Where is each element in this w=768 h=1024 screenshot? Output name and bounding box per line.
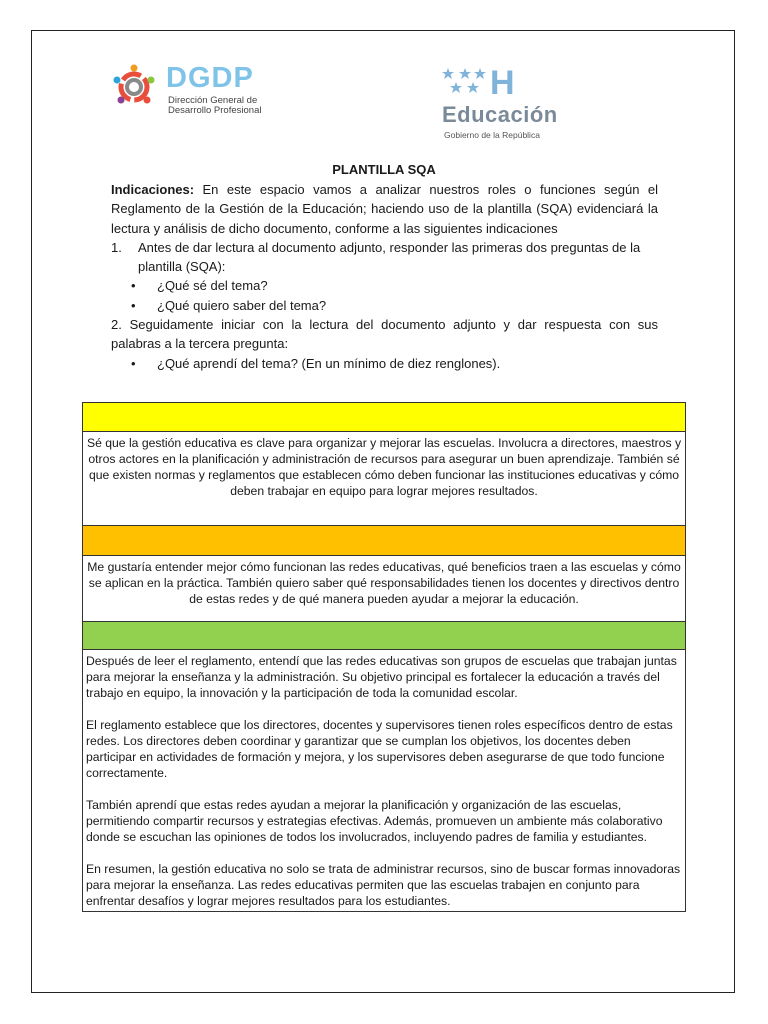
sqa-q-answer: Me gustaría entender mejor cómo funcionan las redes educativas, qué beneficios traen a las escuelas y cómo se aplican en la práctica. También quiero saber qué responsabilidades tienen los docentes y directivos dentro de estas redes y de qué manera pueden ayudar a mejorar la educación. xyxy=(83,556,686,622)
sqa-a-paragraph: También aprendí que estas redes ayudan a mejorar la planificación y organización de las escuelas, permitiendo compartir recursos y estrategias efectivas. Además, promueven un ambiente más colaborativo donde se escuchan las opiniones de todos los involucrados, incluyendo padres de familia y estudiantes. xyxy=(86,798,663,844)
instructions-paragraph xyxy=(111,180,658,238)
sqa-a-paragraph: Después de leer el reglamento, entendí que las redes educativas son grupos de escuelas que trabajan juntas para mejorar la enseñanza y la administración. Su objetivo principal es fortalecer la educación a través del trabajo en equipo, la innovación y la participación de toda la comunidad escolar. xyxy=(86,654,677,700)
sqa-s-header-band xyxy=(83,403,686,432)
bullet-item: • ¿Qué sé del tema? xyxy=(111,276,658,295)
dgdp-logo-abbr: DGDP xyxy=(166,62,254,94)
instructions-block xyxy=(111,180,658,373)
sqa-a-paragraph: En resumen, la gestión educativa no solo se trata de administrar recursos, sino de buscar formas innovadoras para mejorar la enseñanza. Las redes educativas permiten que las escuelas trabajen en conjunto para enfrentar desafíos y lograr mejores resultados para los estudiantes. xyxy=(86,862,681,908)
dgdp-logo-line2: Desarrollo Profesional xyxy=(168,105,262,116)
sqa-a-paragraph: El reglamento establece que los directores, docentes y supervisores tienen roles específicos dentro de estas redes. Los directores deben coordinar y garantizar que se cumplan los objetivos, los docentes deben participar en actividades de formación y mejora, y los supervisores deben asegurarse de que todo funcione correctamente. xyxy=(86,718,673,780)
educacion-logo-letter: H xyxy=(490,64,515,102)
dgdp-logo-line1: Dirección General de xyxy=(168,95,258,106)
bullet-item: • ¿Qué quiero saber del tema? xyxy=(111,296,658,315)
educacion-logo-word: Educación xyxy=(442,102,558,127)
instruction-item-2-bullets xyxy=(111,354,658,373)
bullet-item: • ¿Qué aprendí del tema? (En un mínimo de diez renglones). xyxy=(111,354,658,373)
instructions-text: En este espacio vamos a analizar nuestros roles o funciones según el Reglamento de la Gestión de la Educación; haciendo uso de la plantilla (SQA) evidenciará la lectura y análisis de dicho documento, conforme a las siguientes indicaciones xyxy=(111,182,658,236)
sqa-s-answer: Sé que la gestión educativa es clave para organizar y mejorar las escuelas. Involucra a directores, maestros y otros actores en la planificación y administración de recursos para asegurar un buen aprendizaje. También sé que existen normas y reglamentos que establecen cómo deben funcionar las instituciones educativas y cómo deben trabajar en equipo para lograr mejores resultados. xyxy=(83,432,686,526)
sqa-s-row xyxy=(83,432,686,526)
educacion-logo-subtitle: Gobierno de la República xyxy=(444,130,540,140)
sqa-q-row xyxy=(83,556,686,622)
sqa-q-header-row xyxy=(83,526,686,556)
dgdp-logo-subtitle xyxy=(168,96,261,116)
sqa-a-header-row xyxy=(83,622,686,650)
sqa-q-header-band xyxy=(83,526,686,556)
stars-icon xyxy=(440,66,490,102)
instructions-label: Indicaciones: xyxy=(111,182,195,197)
dgdp-logo xyxy=(108,62,298,116)
sqa-a-answer xyxy=(83,650,686,912)
sqa-s-header-row xyxy=(83,403,686,432)
instruction-item-1-bullets xyxy=(111,276,658,315)
sqa-a-row xyxy=(83,650,686,912)
sqa-table xyxy=(82,402,686,912)
instruction-item-1-number: 1. xyxy=(111,239,122,255)
dgdp-emblem-icon xyxy=(108,62,160,112)
sqa-a-header-band xyxy=(83,622,686,650)
instruction-item-1 xyxy=(111,238,658,277)
document-title: PLANTILLA SQA xyxy=(332,162,436,177)
instruction-item-1-text: Antes de dar lectura al documento adjunto, responder las primeras dos preguntas de la plantilla (SQA): xyxy=(138,239,641,275)
instruction-item-2-text: 2. Seguidamente iniciar con la lectura del documento adjunto y dar respuesta con sus palabras a la tercera pregunta: xyxy=(111,317,658,352)
educacion-logo xyxy=(440,66,590,146)
